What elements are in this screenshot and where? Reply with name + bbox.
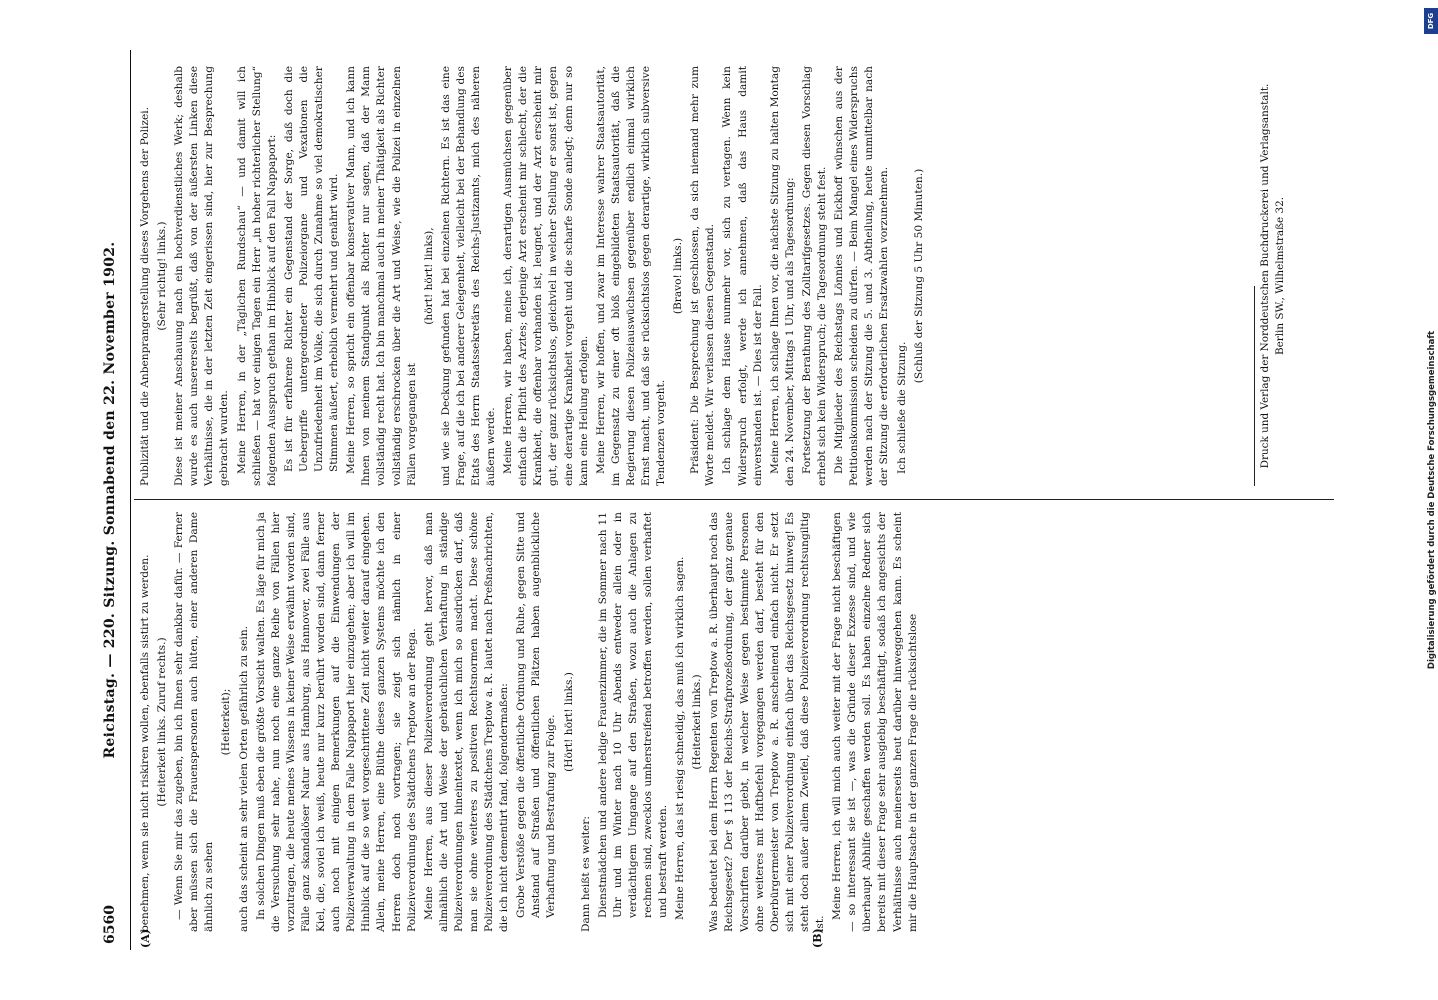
paragraph: — Wenn Sie mir das zugeben, bin ich Ihnen sehr dankbar dafür. — Ferner aber müssen sich die Frauenspersonen auch hüten, einer anderen Dame ähnlich zu sehen: [173, 512, 216, 932]
interjection: (Sehr richtig! links.): [156, 221, 169, 331]
interjection: (Heiterkeit links. Zuruf rechts.): [156, 637, 169, 807]
interjection: (Heiterkeit);: [220, 688, 233, 756]
header-rule: [130, 50, 131, 950]
margin-marker-b: (B): [811, 928, 824, 948]
paragraph: Meine Herren, das ist riesig schneidig, das muß ich wirklich sagen.: [674, 556, 687, 920]
digitization-notice-text: Digitalisierung gefördert durch die Deutsche Forschungsgemeinschaft: [1427, 330, 1437, 670]
imprint-line: Druck und Verlag der Norddeutschen Buchdruckerei und Verlagsanstalt.: [1259, 83, 1271, 469]
imprint: [1258, 66, 1287, 486]
margin-marker-a: (A): [139, 929, 152, 948]
quotation: Grobe Verstöße gegen die öffentliche Ordnung und Ruhe, gegen Sitte und Anstand auf Straßen und öffentlichen Plätzen haben augenblickliche Verhaftung und Bestrafung zur Folge.: [515, 512, 558, 918]
quotation: Dienstmädchen und andere ledige Frauenzimmer, die im Sommer nach 11 Uhr und im Winter nach 10 Uhr Abends entweder allein oder in verdächtigem Umgange auf den Straßen, wozu auch die Anlagen zu rechnen sind, zwecklos umherstreifend betroffen werden, sollen verhaftet und bestraft werden.: [596, 512, 670, 918]
paragraph: Meine Herren, ich will mich auch weiter mit der Frage nicht beschäftigen — so interessant sie ist —, was die Gründe dieser Exzesse sind, und wie überhaupt Abhilfe geschaffen werden soll. Es haben einzelne Redner sich bereits mit dieser Frage sehr ausgiebig beschäftigt, sodaß ich angesichts der Verhältnisse auch meinerseits heut darüber hinweggehen kann. Es scheint mir die Hauptsache in der ganzen Frage die rücksichtslose: [831, 512, 919, 932]
quotation: Es ist für erfahrene Richter ein Gegenstand der Sorge, daß doch die Uebergriffe untergeordneter Polizeiorgane und Vexationen die Unzufriedenheit im Volke, die sich durch Zunahme so viel demokratischer Stimmen äußert, erheblich vermehrt und genährt wird.: [282, 66, 341, 472]
paragraph: Ich schlage dem Hause nunmehr vor, sich zu vertagen. Wenn kein Widerspruch erfolgt, werde ich annehmen, daß das Haus damit einverstanden ist. — Dies ist der Fall.: [721, 66, 764, 486]
paragraph: Dann heißt es weiter:: [579, 816, 592, 932]
paragraph: Meine Herren, so spricht ein offenbar konservativer Mann, und ich kann Ihnen von meinem Standpunkt als Richter nur sagen, daß der Mann vollständig recht hat. Ich bin manchmal auch in meiner Thätigkeit als Richter vollständig erschrocken über die Art und Weise, wie die Polizei in einzelnen Fällen vorgegangen ist: [345, 66, 418, 486]
interjection: (Bravo! links.): [672, 237, 685, 315]
paragraph: Meine Herren, wir hoffen, und zwar im Interesse wahrer Staatsautorität, im Gegensatz zu einer oft bloß eingebildeten Staatsautorität, daß die Regierung diesen Polizeiauswüchsen gegenüber endlich einmal wirklich Ernst macht, und daß sie rücksichtslos gegen derartige, wirklich subversive Tendenzen vorgeht.: [594, 66, 668, 486]
session-close-note: (Schluß der Sitzung 5 Uhr 50 Minuten.): [912, 168, 925, 384]
imprint-line: Berlin SW., Wilhelmstraße 32.: [1273, 196, 1286, 356]
paragraph: In solchen Dingen muß eben die größte Vorsicht walten. Es läge für mich ja die Versuchung sehr nahe, nun noch eine ganze Reihe von Fällen hier vorzutragen, die heute meines Wissens in keiner Weise erwähnt worden sind, Fälle ganz skandalöser Natur aus Hamburg, aus Hannover, zwei Fälle aus Kiel, die, soviel ich weiß, heute nur kurz berührt worden sind, dann ferner auch noch mit einigen Bemerkungen auf die Einwendungen der Polizeiverwaltung in dem Falle Nappaport hier einzugehen; aber ich will im Hinblick auf die so weit vorgeschrittene Zeit nicht weiter darauf eingehen. Allein, meine Herren, eine Blüthe dieses ganzen Systems möchte ich den Herren doch noch vortragen; sie zeigt sich nämlich in einer Polizeiverordnung des Städtchens Treptow an der Rega.: [254, 512, 418, 932]
paragraph: Meine Herren, ich schlage Ihnen vor, die nächste Sitzung zu halten Montag den 24. November, Mittags 1 Uhr, und als Tagesordnung:: [768, 66, 796, 486]
paragraph: Publizität und die Anbenprangerstellung dieses Vorgehens der Polizei.: [139, 106, 151, 486]
rotated-page: [82, 50, 1352, 950]
left-column: [138, 512, 1338, 948]
interjection: (Hört! hört! links.): [562, 672, 575, 772]
paragraph: Ich schließe die Sitzung.: [895, 341, 908, 474]
page-header-title: Reichstag. — 220. Sitzung. Sonnabend den 22. November 1902.: [102, 241, 118, 759]
paragraph: auch das scheint an sehr vielen Orten gefährlich zu sein.: [237, 625, 250, 932]
paragraph: Meine Herren, wir haben, meine ich, derartigen Ausmüchsen gegenüber einfach die Pflicht des Arztes; derjenige Arzt erscheint mir schlecht, der die Krankheit, die offenbar vorhanden ist, leugnet, und der Arzt erscheint mir gut, der ganz rücksichtslos, gleichviel in welcher Stellung er sonst ist, gegen eine derartige Krankheit vorgeht und die scharfe Sonde anlegt; denn nur so kann eine Heilung erfolgen.: [502, 66, 590, 486]
page-header: [82, 50, 122, 950]
page-number: 6560: [102, 905, 118, 944]
paragraph: Die Mitglieder des Reichstags Lönnies und Eickhoff wünschen aus der Petitionskommission scheiden zu dürfen. — Beim Mangel eines Widerspruchs werden nach der Sitzung die 5. und 3. Abtheilung, heute unmittelbar nach der Sitzung die erforderlichen Ersatzwahlen vorzunehmen.: [833, 66, 891, 486]
paragraph: und wie sie Deckung gefunden hat bei einzelnen Richtern. Es ist das eine Frage, auf die ich bei anderer Gelegenheit, vielleicht bei der Behandlung des Etats des Herrn Staatssekretärs des Reichs-Justizamts, mich des näheren äußern werde.: [439, 66, 498, 486]
interjection: (hört! hört! links),: [422, 227, 435, 325]
paragraph: Meine Herren, aus dieser Polizeiverordnung geht hervor, daß man allmählich die Art und Weise der gebräuchlichen Verhaftung in ständige Polizeiverordnungen hineintextet, wenn ich mich so ausdrücken darf, daß man sie ohne weiteres zu positiven Rechtsnormen macht. Diese schöne Polizeiverordnung des Städtchens Treptow a. R. lautet nach Preßnachrichten, die ich nicht dementirt fand, folgendermaßen:: [422, 512, 511, 932]
digitization-notice: [1426, 8, 1438, 992]
imprint-rule: [1254, 286, 1255, 486]
dfg-logo-icon: DFG: [1424, 8, 1438, 34]
column-divider: [134, 499, 1334, 500]
right-column: [138, 66, 1338, 486]
paragraph: Was bedeutet bei dem Herrn Regenten von Treptow a. R. überhaupt noch das Reichsgesetz? Der § 113 der Reichs-Strafprozeßordnung, der ganz genaue Vorschriften darüber giebt, in welcher Weise gegen bestimmte Personen ohne weiteres mit Haftbefehl vorgegangen werden darf, besteht für den Oberbürgermeister von Treptow a. R. anscheinend einfach nicht. Er setzt sich mit einer Polizeiverordnung einfach über das Reichsgesetz hinweg! Es steht doch außer allem Zweifel, daß diese Polizeiverordnung rechtsungiltig ist.: [708, 512, 827, 932]
paragraph: benehmen, wenn sie nicht riskiren wollen, ebenfalls sistirt zu werden.: [139, 554, 151, 932]
interjection: (Heiterkeit links.): [691, 674, 704, 770]
paragraph: Meine Herren, in der „Täglichen Rundschau“ — und damit will ich schließen — hat vor einigen Tagen ein Herr „in hoher richterlicher Stellung“ folgenden Ausspruch gethan im Hinblick auf den Fall Nappaport:: [235, 66, 278, 486]
president-statement: Präsident: Die Besprechung ist geschlossen, da sich niemand mehr zum Worte meldet. Wir verlassen diesen Gegenstand.: [689, 66, 717, 486]
paragraph: Diese ist meiner Anschauung nach ein hochverdienstliches Werk; deshalb wurde es auch unsererseits begrüßt, daß von der äußersten Linken diese Verhältnisse, die in der letzten Zeit eingerissen sind, hier zur Besprechung gebracht wurden.: [173, 66, 231, 486]
paragraph: Fortsetzung der Berathung des Zolltarifgesetzes. Gegen diesen Vorschlag erhebt sich kein Widerspruch; die Tagesordnung steht fest.: [800, 66, 829, 486]
